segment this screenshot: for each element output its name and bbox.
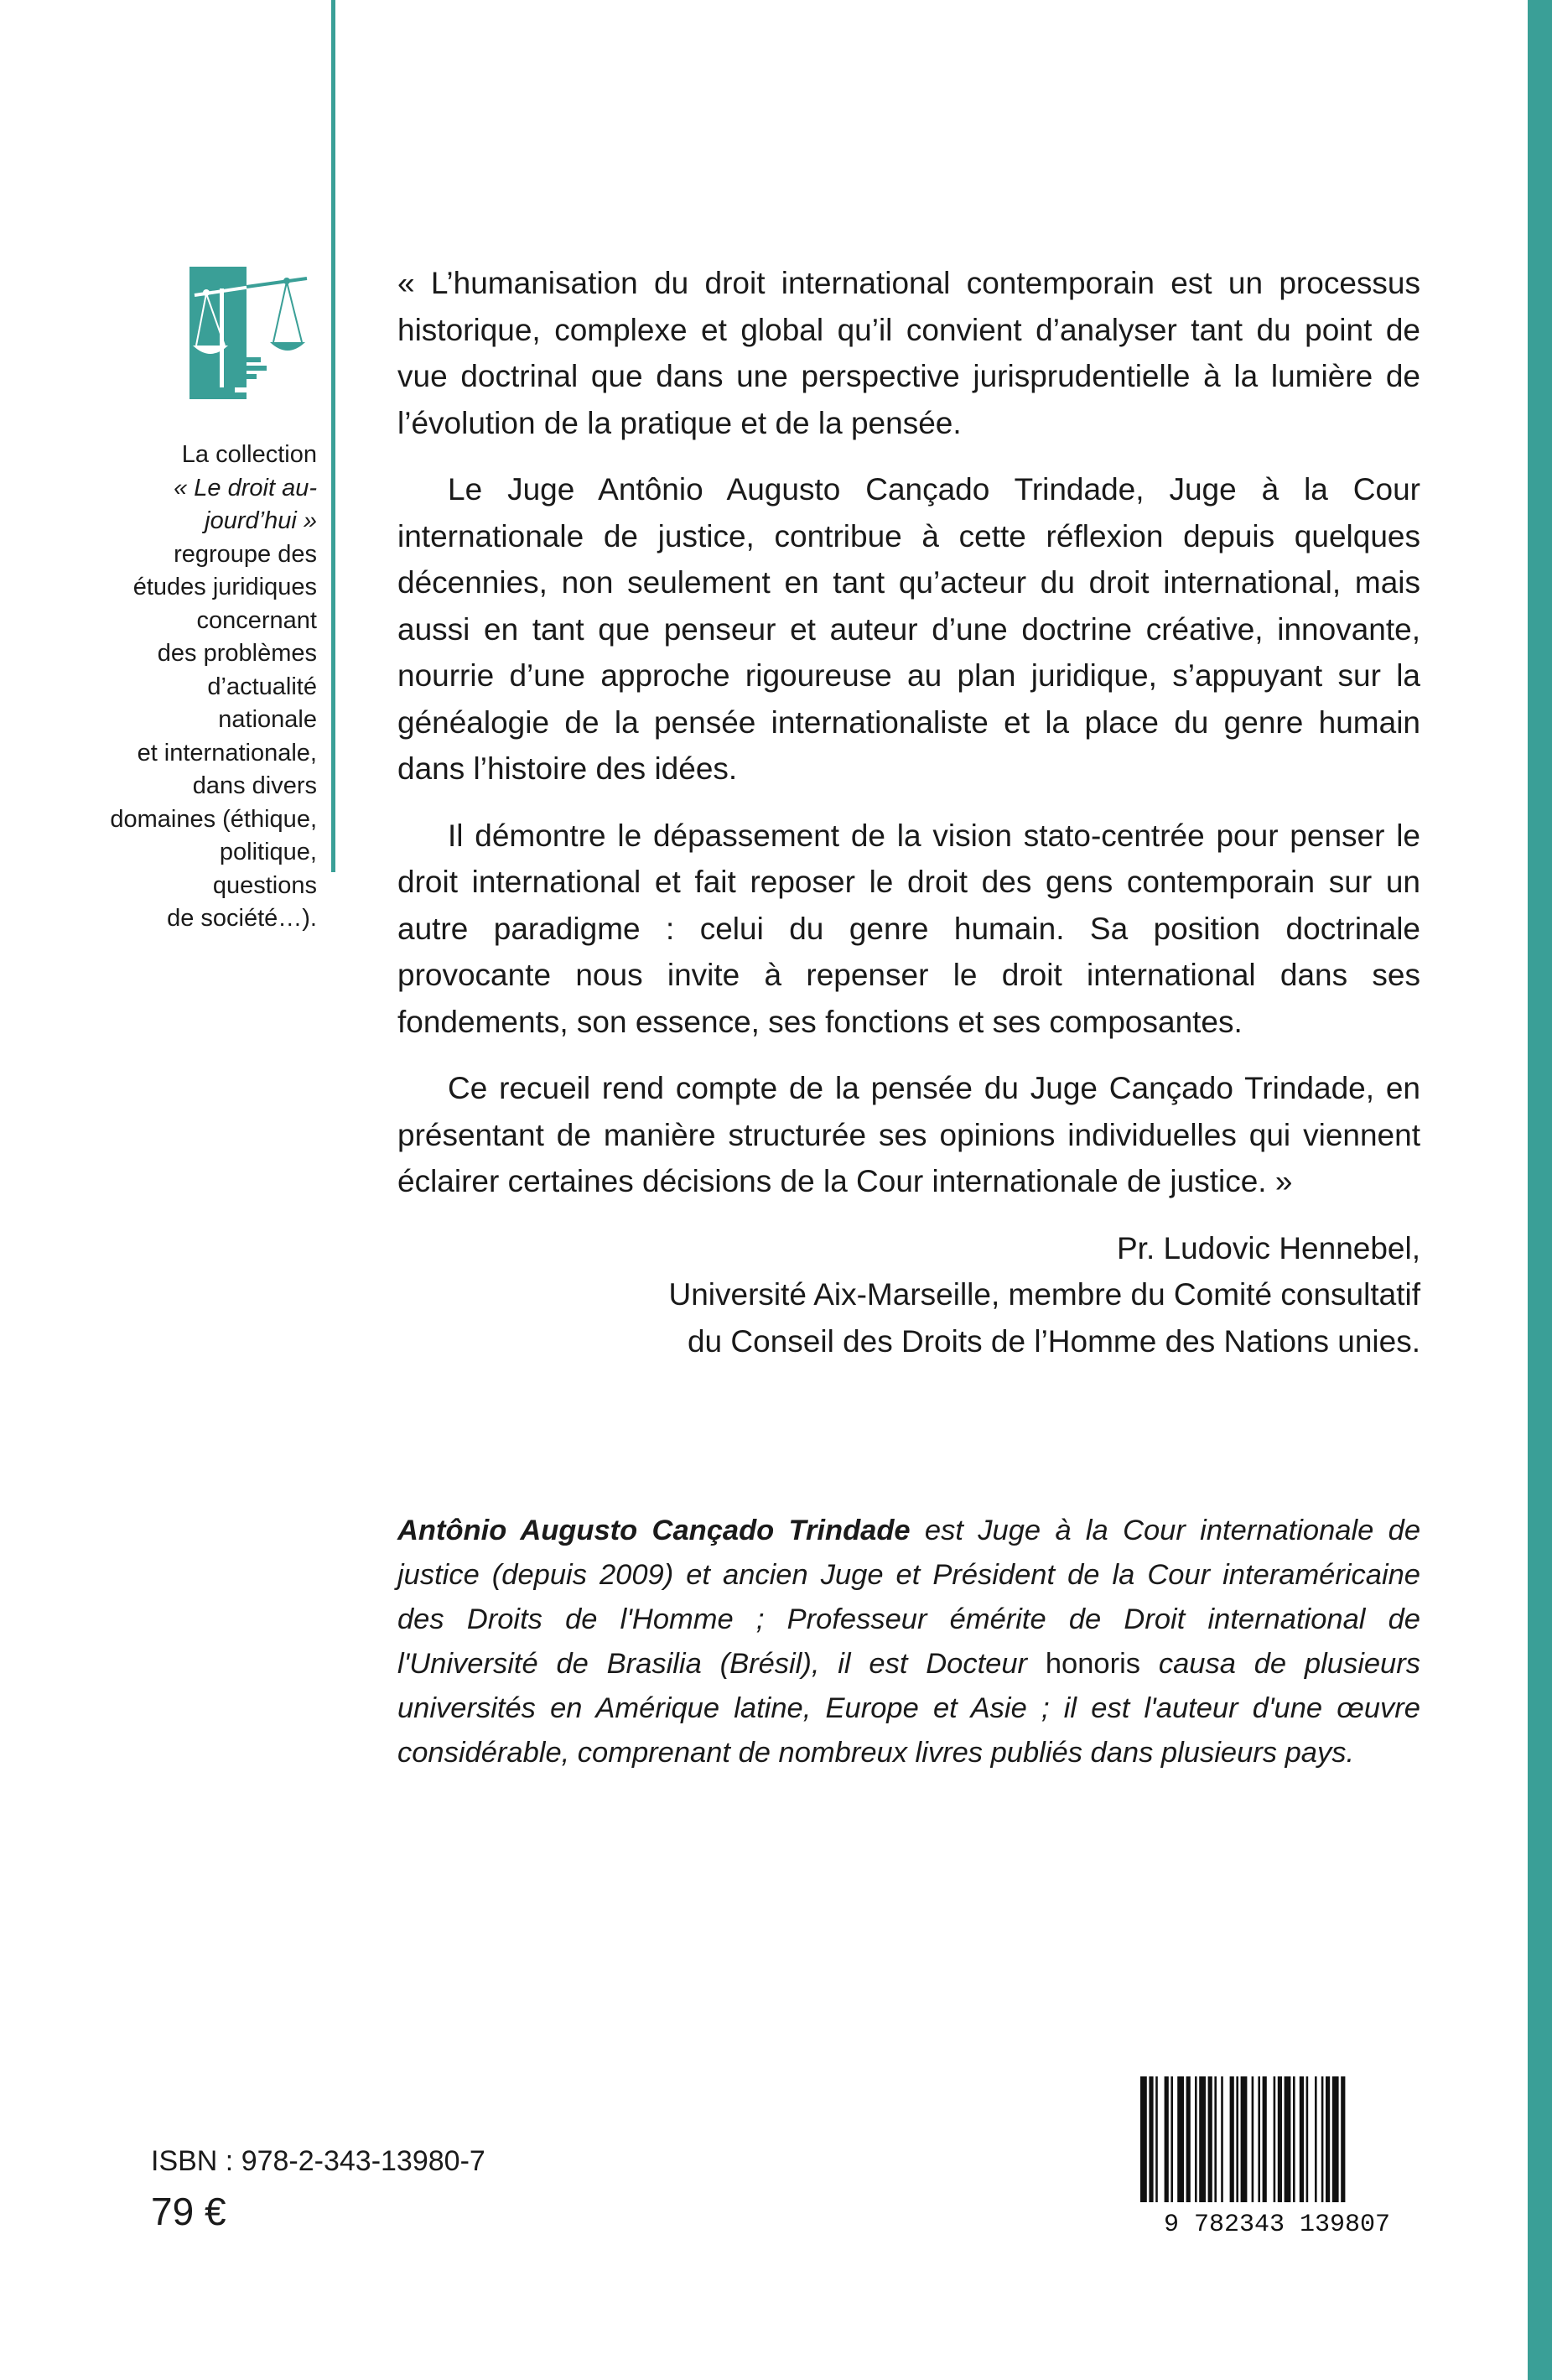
barcode-bar — [1300, 2076, 1304, 2202]
signature-name: Pr. Ludovic Hennebel, — [1116, 1230, 1420, 1265]
quote-block — [397, 260, 1420, 1364]
barcode-bar — [1155, 2076, 1158, 2202]
barcode-bar — [1252, 2076, 1254, 2202]
barcode-bar — [1208, 2076, 1212, 2202]
sidebar-line: politique, questions — [212, 839, 317, 899]
scales-of-justice-icon — [189, 267, 324, 399]
barcode-bar — [1274, 2076, 1276, 2202]
author-bio — [397, 1509, 1420, 1775]
barcode-bar — [1140, 2076, 1147, 2202]
sidebar-line: regroupe des — [174, 540, 317, 568]
sidebar-line: et internationale, — [137, 739, 317, 766]
barcode-bar — [1341, 2076, 1345, 2202]
barcode-bar — [1321, 2076, 1324, 2202]
spine-edge-stripe — [1528, 0, 1552, 2380]
author-bio-roman: honoris — [1045, 1647, 1141, 1680]
barcode-bar — [1195, 2076, 1197, 2202]
sidebar-line: études juridiques — [132, 574, 317, 600]
barcode-bar — [1186, 2076, 1191, 2202]
sidebar-line: jourd’hui » — [205, 507, 317, 534]
barcode-bar — [1170, 2076, 1173, 2202]
barcode-bar — [1285, 2076, 1291, 2202]
price: 79 € — [151, 2190, 226, 2233]
author-bio-text-2: causa de plusieurs universités en Amérique latine, Europe et Asie ; il est l'auteur d'une œuvre considérable, comprenant de nombreux livres publiés dans plusieurs pays. — [397, 1647, 1420, 1769]
signature-affiliation: Université Aix-Marseille, membre du Comité consultatif — [668, 1277, 1420, 1312]
barcode-bar — [1165, 2076, 1169, 2202]
vertical-accent-line — [331, 0, 335, 872]
barcode-bar — [1177, 2076, 1184, 2202]
barcode-bar — [1221, 2076, 1223, 2202]
barcode-bar — [1258, 2076, 1260, 2202]
barcode-bar — [1315, 2076, 1317, 2202]
quote-paragraph-2: Le Juge Antônio Augusto Cançado Trindade, Juge à la Cour internationale de justice, contribue à cette réflexion depuis quelques décennies, non seulement en tant qu’acteur du droit international, mais aussi en tant que penseur et auteur d’une doctrine créative, innovante, nourrie d’une approche rigoureuse au plan juridique, s’appuyant sur la généalogie de la pensée internationaliste et la place du genre humain dans l’histoire des idées. — [397, 472, 1420, 786]
barcode-bars — [1140, 2076, 1345, 2202]
quote-paragraph-4: Ce recueil rend compte de la pensée du Juge Cançado Trindade, en présentant de manière structurée ses opinions individuelles qui viennent éclairer certaines décisions de la Cour internationale de justice. » — [397, 1071, 1420, 1198]
quote-paragraph-1: « L’humanisation du droit international contemporain est un processus historique, complexe et global qu’il convient d’analyser tant du point de vue doctrinal que dans une perspective jurisprudentielle à la lumière de l’évolution de la pratique et de la pensée. — [397, 266, 1420, 440]
sidebar-line: des problèmes — [157, 640, 317, 667]
barcode-bar — [1236, 2076, 1238, 2202]
isbn: ISBN : 978-2-343-13980-7 — [151, 2145, 485, 2177]
author-name: Antônio Augusto Cançado Trindade — [397, 1514, 911, 1546]
barcode-bar — [1241, 2076, 1248, 2202]
barcode — [1134, 2076, 1420, 2236]
barcode-bar — [1278, 2076, 1282, 2202]
collection-description — [109, 439, 317, 936]
barcode-bar — [1332, 2076, 1339, 2202]
signature-affiliation-2: du Conseil des Droits de l’Homme des Nations unies. — [687, 1323, 1420, 1359]
barcode-bar — [1326, 2076, 1330, 2202]
sidebar-line: « Le droit au- — [174, 474, 317, 501]
barcode-bar — [1263, 2076, 1267, 2202]
barcode-bar — [1199, 2076, 1206, 2202]
barcode-bar — [1214, 2076, 1217, 2202]
sidebar-line: concernant — [196, 606, 317, 634]
quote-signature — [397, 1225, 1420, 1365]
barcode-digits: 9 782343 139807 — [1163, 2211, 1391, 2236]
author-bio-text: est Juge à la Cour internationale de justice (depuis 2009) et ancien Juge et Président de la Cour interaméricaine des Droits de l'Homme ; Professeur émérite de Droit international de l'Université de Brasilia (Brésil), il est Docteur — [397, 1514, 1421, 1680]
barcode-bar — [1293, 2076, 1295, 2202]
barcode-bar — [1230, 2076, 1234, 2202]
sidebar-line: de société…). — [167, 905, 317, 932]
quote-paragraph-3: Il démontre le dépassement de la vision stato-centrée pour penser le droit international et fait reposer le droit des gens contemporain sur un autre paradigme : celui du genre humain. Sa position doctrinale provocante nous invite à repenser le droit international dans ses fondements, son essence, ses fonctions et ses composantes. — [397, 818, 1420, 1039]
sidebar-line: La collection — [181, 441, 317, 468]
sidebar-line: d’actualité nationale — [207, 673, 317, 733]
sidebar-line: dans divers — [192, 772, 317, 799]
barcode-bar — [1306, 2076, 1309, 2202]
sidebar-line: domaines (éthique, — [110, 805, 317, 833]
barcode-bar — [1149, 2076, 1153, 2202]
